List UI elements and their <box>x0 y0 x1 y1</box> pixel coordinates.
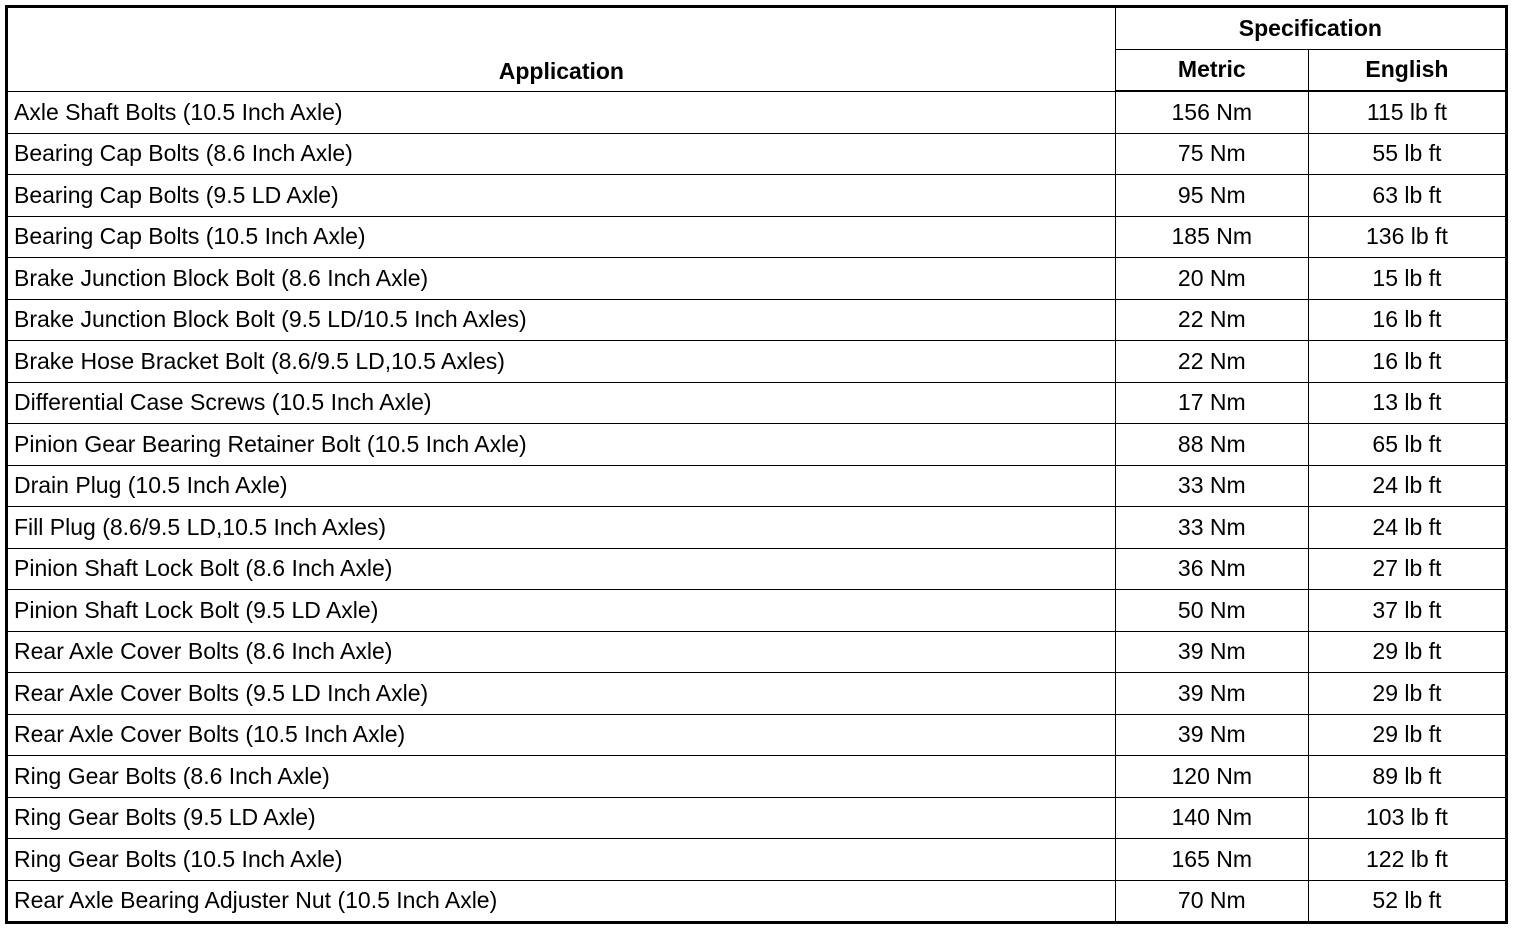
application-cell: Rear Axle Cover Bolts (10.5 Inch Axle) <box>7 714 1116 756</box>
metric-cell: 165 Nm <box>1115 839 1308 881</box>
english-cell: 65 lb ft <box>1308 424 1506 466</box>
table-row <box>7 756 1507 798</box>
application-cell: Fill Plug (8.6/9.5 LD,10.5 Inch Axles) <box>7 507 1116 549</box>
application-cell: Rear Axle Cover Bolts (8.6 Inch Axle) <box>7 631 1116 673</box>
application-cell: Pinion Shaft Lock Bolt (8.6 Inch Axle) <box>7 548 1116 590</box>
application-cell: Bearing Cap Bolts (9.5 LD Axle) <box>7 175 1116 217</box>
metric-cell: 17 Nm <box>1115 382 1308 424</box>
application-cell: Pinion Shaft Lock Bolt (9.5 LD Axle) <box>7 590 1116 632</box>
metric-cell: 185 Nm <box>1115 216 1308 258</box>
spec-rows <box>7 91 1507 923</box>
table-row <box>7 714 1507 756</box>
metric-cell: 120 Nm <box>1115 756 1308 798</box>
table-row <box>7 382 1507 424</box>
specification-header: Specification <box>1115 7 1506 50</box>
table-row <box>7 424 1507 466</box>
application-header: Application <box>7 7 1116 92</box>
metric-cell: 88 Nm <box>1115 424 1308 466</box>
table-row <box>7 673 1507 715</box>
metric-cell: 20 Nm <box>1115 258 1308 300</box>
english-cell: 136 lb ft <box>1308 216 1506 258</box>
english-cell: 52 lb ft <box>1308 880 1506 923</box>
metric-cell: 39 Nm <box>1115 631 1308 673</box>
metric-cell: 36 Nm <box>1115 548 1308 590</box>
table-row <box>7 465 1507 507</box>
metric-cell: 75 Nm <box>1115 133 1308 175</box>
table-row <box>7 175 1507 217</box>
application-cell: Ring Gear Bolts (9.5 LD Axle) <box>7 797 1116 839</box>
english-cell: 24 lb ft <box>1308 507 1506 549</box>
application-cell: Pinion Gear Bearing Retainer Bolt (10.5 Inch Axle) <box>7 424 1116 466</box>
metric-cell: 70 Nm <box>1115 880 1308 923</box>
english-cell: 27 lb ft <box>1308 548 1506 590</box>
metric-cell: 156 Nm <box>1115 91 1308 133</box>
english-cell: 55 lb ft <box>1308 133 1506 175</box>
english-cell: 89 lb ft <box>1308 756 1506 798</box>
metric-cell: 50 Nm <box>1115 590 1308 632</box>
application-cell: Brake Junction Block Bolt (8.6 Inch Axle) <box>7 258 1116 300</box>
metric-cell: 22 Nm <box>1115 299 1308 341</box>
table-row <box>7 839 1507 881</box>
metric-cell: 33 Nm <box>1115 465 1308 507</box>
english-cell: 15 lb ft <box>1308 258 1506 300</box>
english-header: English <box>1308 49 1506 91</box>
english-cell: 16 lb ft <box>1308 299 1506 341</box>
english-cell: 115 lb ft <box>1308 91 1506 133</box>
metric-cell: 33 Nm <box>1115 507 1308 549</box>
metric-header: Metric <box>1115 49 1308 91</box>
table-row <box>7 548 1507 590</box>
table-row <box>7 507 1507 549</box>
table-row <box>7 631 1507 673</box>
application-cell: Ring Gear Bolts (8.6 Inch Axle) <box>7 756 1116 798</box>
application-cell: Differential Case Screws (10.5 Inch Axle) <box>7 382 1116 424</box>
application-cell: Brake Junction Block Bolt (9.5 LD/10.5 Inch Axles) <box>7 299 1116 341</box>
table-row <box>7 341 1507 383</box>
table-row <box>7 590 1507 632</box>
metric-cell: 22 Nm <box>1115 341 1308 383</box>
table-row <box>7 216 1507 258</box>
english-cell: 103 lb ft <box>1308 797 1506 839</box>
metric-cell: 140 Nm <box>1115 797 1308 839</box>
application-cell: Bearing Cap Bolts (10.5 Inch Axle) <box>7 216 1116 258</box>
english-cell: 29 lb ft <box>1308 673 1506 715</box>
application-cell: Brake Hose Bracket Bolt (8.6/9.5 LD,10.5 Axles) <box>7 341 1116 383</box>
application-cell: Drain Plug (10.5 Inch Axle) <box>7 465 1116 507</box>
english-cell: 122 lb ft <box>1308 839 1506 881</box>
table-row <box>7 880 1507 923</box>
table-row <box>7 133 1507 175</box>
application-cell: Rear Axle Cover Bolts (9.5 LD Inch Axle) <box>7 673 1116 715</box>
english-cell: 24 lb ft <box>1308 465 1506 507</box>
english-cell: 37 lb ft <box>1308 590 1506 632</box>
table-row <box>7 91 1507 133</box>
english-cell: 13 lb ft <box>1308 382 1506 424</box>
english-cell: 29 lb ft <box>1308 714 1506 756</box>
application-cell: Axle Shaft Bolts (10.5 Inch Axle) <box>7 91 1116 133</box>
table-row <box>7 258 1507 300</box>
metric-cell: 39 Nm <box>1115 714 1308 756</box>
application-cell: Bearing Cap Bolts (8.6 Inch Axle) <box>7 133 1116 175</box>
metric-cell: 39 Nm <box>1115 673 1308 715</box>
metric-cell: 95 Nm <box>1115 175 1308 217</box>
application-cell: Ring Gear Bolts (10.5 Inch Axle) <box>7 839 1116 881</box>
english-cell: 16 lb ft <box>1308 341 1506 383</box>
table-row <box>7 299 1507 341</box>
english-cell: 29 lb ft <box>1308 631 1506 673</box>
torque-spec-table <box>5 5 1508 924</box>
header-row-top <box>7 7 1507 50</box>
table-row <box>7 797 1507 839</box>
application-cell: Rear Axle Bearing Adjuster Nut (10.5 Inch Axle) <box>7 880 1116 923</box>
english-cell: 63 lb ft <box>1308 175 1506 217</box>
